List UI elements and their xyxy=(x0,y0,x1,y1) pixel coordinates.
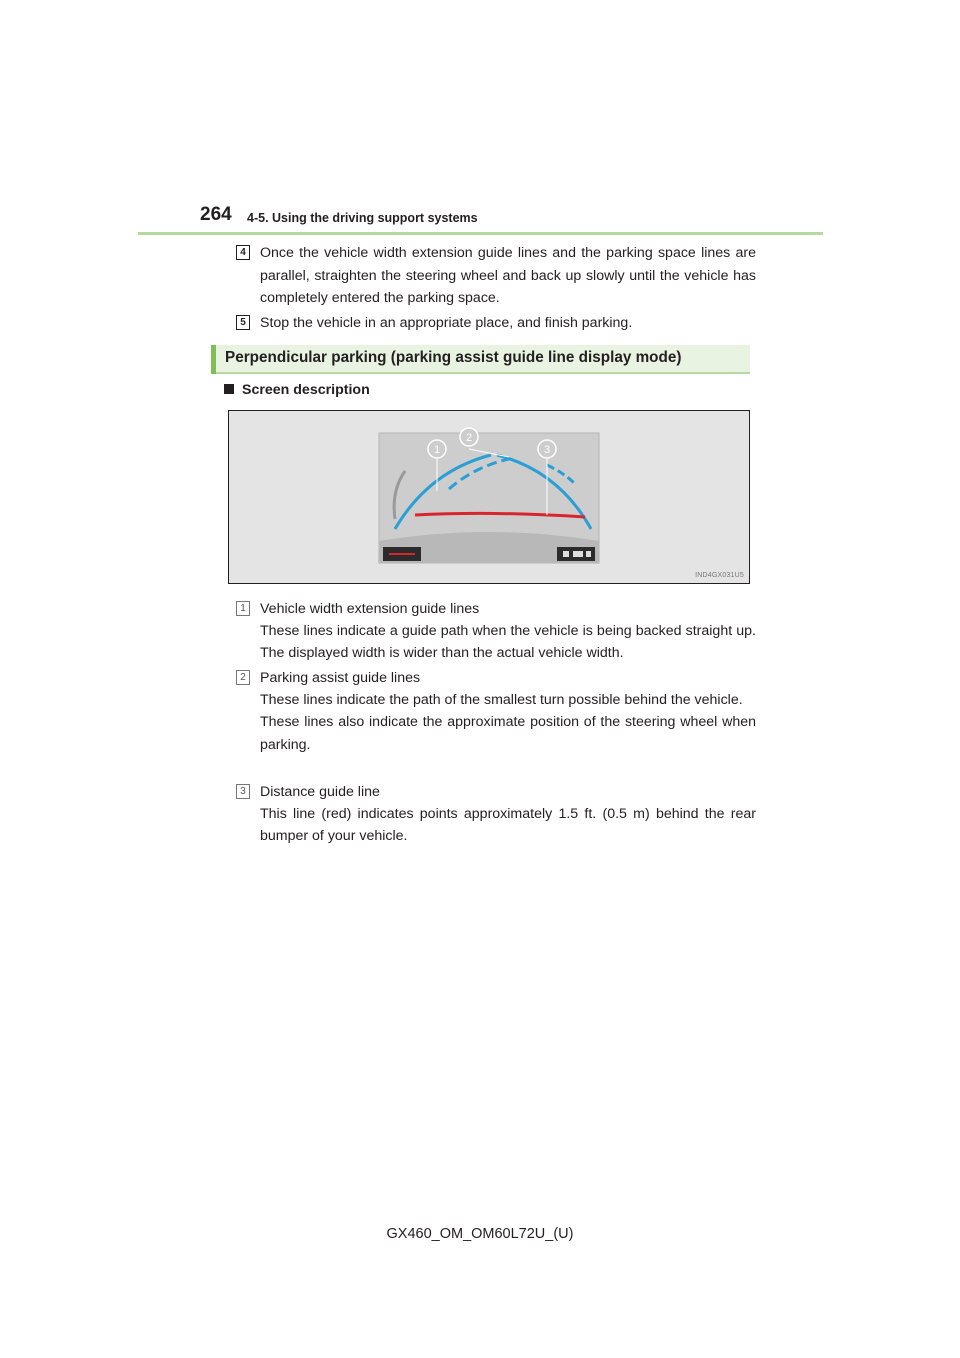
item-paragraph: These lines also indicate the approximate position of the steering wheel when parking. xyxy=(260,714,756,753)
step-4 xyxy=(236,242,756,310)
camera-screen-illustration xyxy=(229,411,749,583)
item-number-badge: 1 xyxy=(236,601,250,616)
square-bullet-icon xyxy=(224,384,234,394)
button-glyph xyxy=(586,551,591,557)
item-title: Vehicle width extension guide lines xyxy=(260,601,480,617)
section-heading xyxy=(211,345,750,374)
button-glyph xyxy=(573,551,583,557)
item-number-badge: 3 xyxy=(236,784,250,799)
subheading xyxy=(224,382,370,398)
callout-number-3: 3 xyxy=(543,444,551,456)
step-number-badge: 5 xyxy=(236,315,250,330)
item-3 xyxy=(236,781,756,848)
callout-number-2: 2 xyxy=(465,432,473,444)
item-paragraph: These lines indicate the path of the smallest turn possible behind the vehicle. xyxy=(260,692,743,709)
camera-screen-figure xyxy=(228,410,750,584)
callout-number-1: 1 xyxy=(433,444,441,456)
header-rule xyxy=(138,232,823,235)
subheading-text: Screen description xyxy=(242,382,370,398)
item-1 xyxy=(236,598,756,665)
item-title: Distance guide line xyxy=(260,784,380,800)
document-footer-code: GX460_OM_OM60L72U_(U) xyxy=(386,1226,574,1242)
item-2 xyxy=(236,667,756,756)
item-paragraph: These lines indicate a guide path when the vehicle is being backed straight up. The displayed width is wider than the actual vehicle width. xyxy=(260,623,756,662)
step-5 xyxy=(236,312,756,335)
item-number-badge: 2 xyxy=(236,670,250,685)
item-paragraph: This line (red) indicates points approximately 1.5 ft. (0.5 m) behind the rear bumper of your vehicle. xyxy=(260,806,756,845)
section-heading-text: Perpendicular parking (parking assist guide line display mode) xyxy=(225,349,682,366)
figure-code: IND4GX031U5 xyxy=(695,572,744,579)
page-number: 264 xyxy=(200,204,232,225)
section-title: 4-5. Using the driving support systems xyxy=(247,211,478,225)
step-text: Stop the vehicle in an appropriate place, and finish parking. xyxy=(260,315,633,331)
step-number-badge: 4 xyxy=(236,245,250,260)
button-glyph xyxy=(563,551,569,557)
item-title: Parking assist guide lines xyxy=(260,670,421,686)
step-text: Once the vehicle width extension guide lines and the parking space lines are parallel, straighten the steering wheel and back up slowly until the vehicle has completely entered the parking space. xyxy=(260,245,756,307)
heading-accent xyxy=(211,345,216,374)
